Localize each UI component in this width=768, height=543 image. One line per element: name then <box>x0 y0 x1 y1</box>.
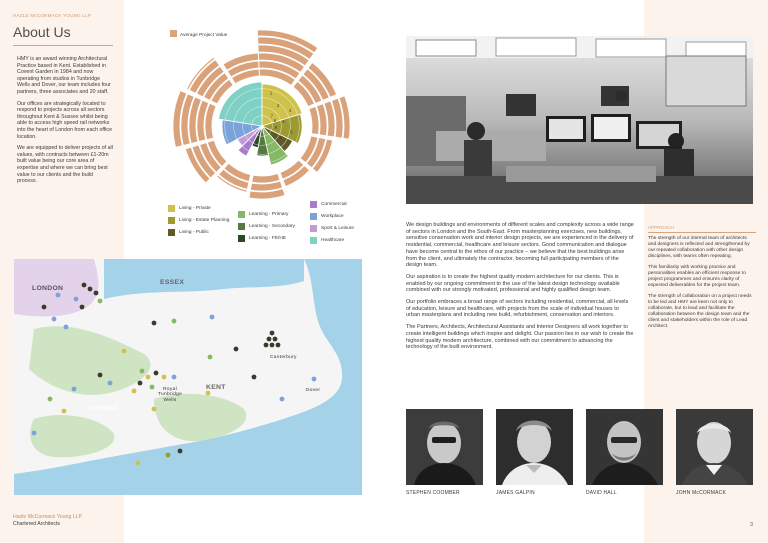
center-value-label: 8 <box>273 118 277 124</box>
name-david-hall: DAVID HALL <box>586 490 617 496</box>
project-marker <box>48 397 53 402</box>
portrait-stephen-coomber <box>406 409 483 485</box>
legend-label: Commercial <box>321 202 347 207</box>
project-marker <box>206 391 211 396</box>
legend-label: Living - Private <box>179 206 211 211</box>
project-marker <box>252 375 257 380</box>
body-paragraph: Our aspiration is to create the highest quality modern architecture for our clients. This is enabled by our ongoing commitment to the use of the latest design technology available combined with our strongly motivated, professional and highly qualified design team. <box>406 273 620 294</box>
project-marker <box>280 397 285 402</box>
approach-paragraph: The strength of collaboration on a project needs to be led and HMY are keen not only to collaborate, but to lead and facilitate the collaboration between the design team and the client and stakeholders within the role of Lead Architect. <box>648 294 752 329</box>
label-canterbury: Canterbury <box>270 355 297 360</box>
legend-swatch <box>168 229 175 236</box>
value-ring-segment <box>309 106 319 134</box>
label-essex: ESSEX <box>160 279 185 286</box>
label-tunbridge: Royal Tunbridge Wells <box>158 387 183 403</box>
project-marker <box>136 461 141 466</box>
legend-label: Healthcare <box>321 238 345 243</box>
project-marker <box>166 453 171 458</box>
project-marker <box>210 315 215 320</box>
label-london: LONDON <box>32 285 64 292</box>
project-marker <box>208 355 213 360</box>
footer <box>13 514 82 527</box>
center-value-label: 7 <box>270 113 273 119</box>
project-marker <box>132 389 137 394</box>
approach-text <box>648 236 754 335</box>
center-value-label: 6 <box>279 134 282 140</box>
legend-item <box>310 225 354 232</box>
legend-label: Learning - FE/HE <box>249 236 287 241</box>
project-marker <box>152 321 157 326</box>
legend-item <box>238 235 286 242</box>
legend-label: Learning - Primary <box>249 212 289 217</box>
project-marker <box>312 377 317 382</box>
sector-core <box>219 82 303 165</box>
project-marker <box>138 381 143 386</box>
project-marker <box>64 325 69 330</box>
legend-swatch <box>238 223 245 230</box>
legend-item <box>168 217 229 224</box>
project-marker <box>98 373 103 378</box>
office-photo <box>406 36 753 204</box>
legend-item <box>310 213 344 220</box>
legend-swatch <box>310 225 317 232</box>
project-marker <box>88 287 93 292</box>
approach-paragraph: The strength of our internal team of architects and designers is reflected and strengthened by our repeated collaboration with other design disciplines, with teams often repeating. <box>648 236 750 259</box>
intro-paragraph: HMY is an award winning Architectural Practice based in Kent. Established in Covent Garden in 1984 and now operating from studios in Tunbridge Wells and Dover, our team includes four partners, three associates and 20 staff. <box>17 56 111 95</box>
portrait-john-mccormack <box>676 409 753 485</box>
intro-paragraph: We are equipped to deliver projects of all values, with contracts between £1-20m built value being our core area of expertise and where we can bring best value to our clients and the build process. <box>17 145 113 185</box>
approach-paragraph: This familiarity with working practice and personalities enables an efficient response to project programmes and ensures clarity of expected deliverables for the project team. <box>648 265 746 288</box>
project-marker <box>172 375 177 380</box>
project-marker <box>74 297 79 302</box>
center-value-label: 3 <box>288 108 292 114</box>
project-marker <box>162 375 167 380</box>
project-marker <box>154 371 159 376</box>
legend-swatch <box>168 217 175 224</box>
project-marker <box>178 449 183 454</box>
header-org: HAZLE McCORMACK YOUNG LLP <box>13 13 92 18</box>
footer-org: Hazle McCormack Young LLP <box>13 514 82 520</box>
project-location-map <box>14 259 362 495</box>
legend-label: Living - Public <box>179 230 209 235</box>
project-marker <box>42 305 47 310</box>
legend-label: Sport & Leisure <box>321 226 355 231</box>
label-sussex: SUSSEX <box>88 405 118 412</box>
approach-heading: APPROACH <box>648 225 674 230</box>
center-value-label: 2 <box>276 103 280 109</box>
project-marker <box>140 369 145 374</box>
project-marker <box>264 343 269 348</box>
title-divider <box>13 45 113 46</box>
project-marker <box>62 409 67 414</box>
value-ring-segment <box>252 173 280 183</box>
legend-average-label: Average Project Value <box>180 33 228 38</box>
legend-item <box>310 201 347 208</box>
center-value-label: 9 <box>274 124 278 130</box>
project-marker <box>32 431 37 436</box>
label-kent: KENT <box>206 384 226 391</box>
body-text <box>406 222 634 356</box>
project-marker <box>98 299 103 304</box>
footer-sub: Chartered Architects <box>13 520 60 527</box>
project-marker <box>94 291 99 296</box>
project-marker <box>82 283 87 288</box>
name-john-mccormack: JOHN McCORMACK <box>676 490 727 496</box>
project-marker <box>234 347 239 352</box>
project-marker <box>122 349 127 354</box>
name-james-galpin: JAMES GALPIN <box>496 490 535 496</box>
legend-swatch <box>310 213 317 220</box>
center-value-label: 4 <box>282 119 285 125</box>
project-marker <box>150 385 155 390</box>
project-marker <box>273 337 278 342</box>
project-marker <box>152 407 157 412</box>
intro-paragraph: Our offices are strategically located to respond to projects across all sectors throughout Kent & Sussex whilst being able to access high speed rail networks into the heart of London from each office location. <box>17 100 113 140</box>
project-marker <box>172 319 177 324</box>
legend-item <box>238 211 288 218</box>
map-graphic <box>14 259 362 495</box>
project-marker <box>270 331 275 336</box>
project-marker <box>80 305 85 310</box>
body-paragraph: We design buildings and environments of different scales and complexity across a wide range of sectors in London and the South-East. From masterplanning exercises, new buildings, sensitive conservation work and interior design projects, we are experienced in the delivery of residential, commercial, healthcare and leisure sectors. Good communication and dialogue have become central to the ethos of our practice – we believe that the best buildings arise from the client, and ultimately the contractor, becoming full participating members of the design team. <box>406 222 634 269</box>
project-marker <box>276 343 281 348</box>
approach-divider <box>648 232 756 233</box>
legend-swatch <box>168 205 175 212</box>
project-marker <box>267 337 272 342</box>
sector-radial-chart <box>160 26 364 204</box>
office-photo-graphic <box>406 36 753 204</box>
legend-swatch <box>310 201 317 208</box>
project-marker <box>56 293 61 298</box>
label-dover: Dover <box>306 388 321 393</box>
legend-swatch <box>310 237 317 244</box>
project-marker <box>52 317 57 322</box>
page-title: About Us <box>13 24 71 40</box>
center-value-label: 5 <box>290 129 293 135</box>
project-marker <box>146 375 151 380</box>
project-marker <box>108 381 113 386</box>
legend-item <box>168 205 211 212</box>
legend-swatch <box>238 235 245 242</box>
sector-legend <box>168 202 368 249</box>
intro-text <box>17 56 113 190</box>
legend-label: Workplace <box>321 214 344 219</box>
body-paragraph: Our portfolio embraces a broad range of sectors including residential, commercial, all levels of education, leisure and healthcare, with projects from the scale of individual houses to urban masterplans and including new build, refurbishment, conservation and interiors. <box>406 299 629 319</box>
body-paragraph: The Partners, Architects, Architectural Assistants and Interior Designers all work together to create intelligent buildings which inspire and delight. Our passion lies in our wish to create the highest quality modern architecture, combined with our commitment to advancing the technology of the built environment. <box>406 324 634 351</box>
legend-swatch <box>238 211 245 218</box>
legend-label: Learning - Secondary <box>249 224 295 229</box>
portrait-james-galpin <box>496 409 573 485</box>
name-stephen-coomber: STEPHEN COOMBER <box>406 490 460 496</box>
center-value-label: 1 <box>269 90 273 96</box>
legend-item <box>168 229 209 236</box>
project-marker <box>270 343 275 348</box>
portrait-david-hall <box>586 409 663 485</box>
legend-item <box>310 237 344 244</box>
legend-item <box>238 223 295 230</box>
project-marker <box>72 387 77 392</box>
page-number: 3 <box>750 522 754 528</box>
legend-label: Living - Estate Planning <box>179 218 230 223</box>
legend-swatch-average <box>170 30 177 37</box>
